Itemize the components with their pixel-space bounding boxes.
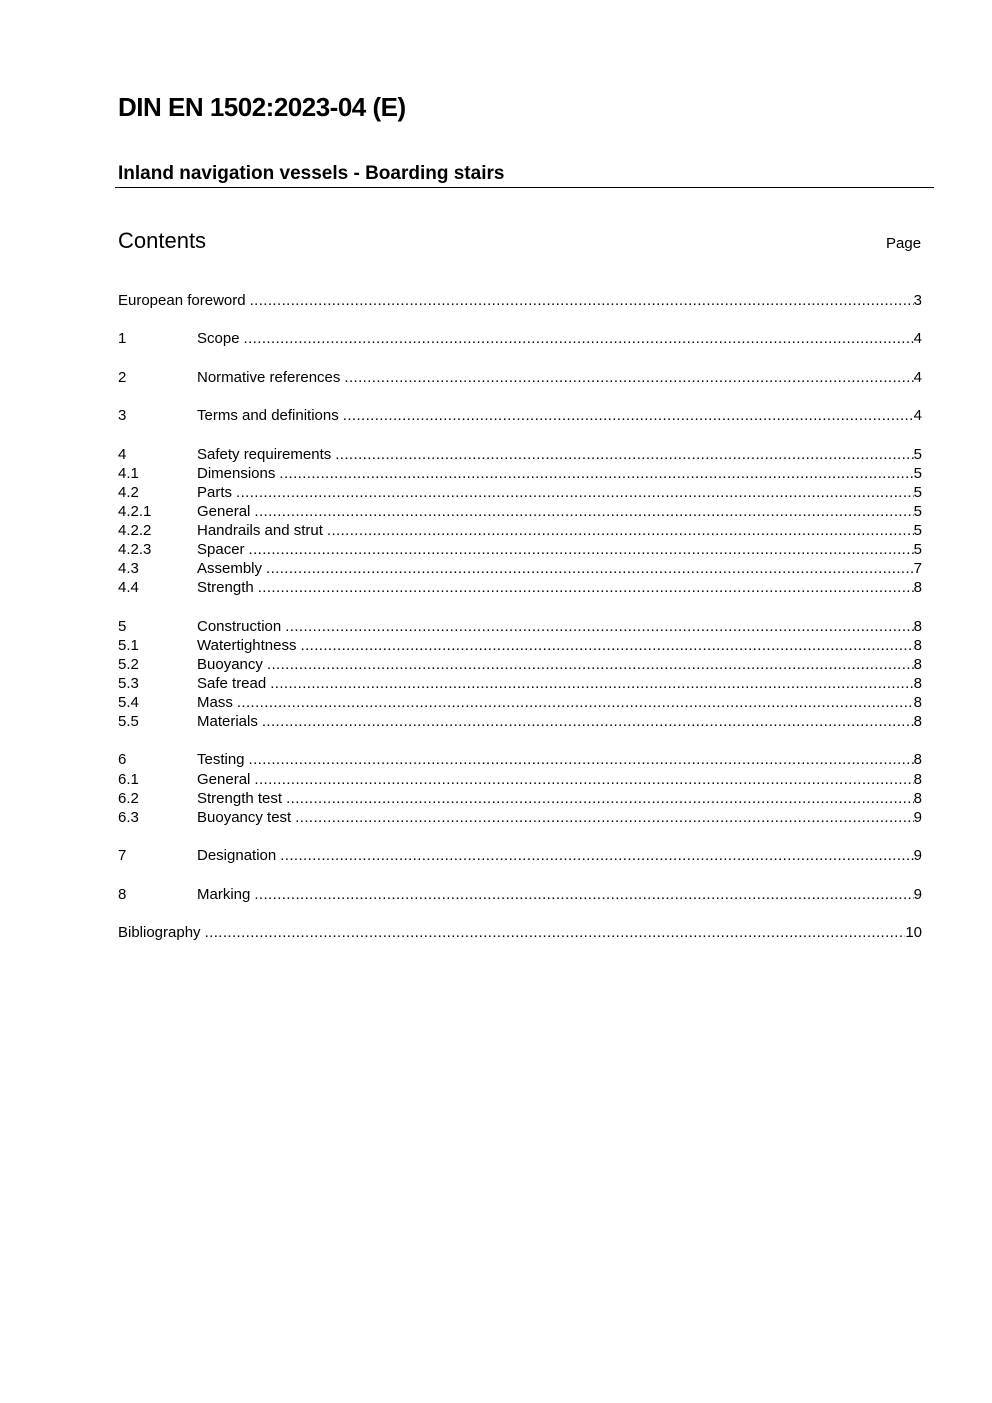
toc-entry-page: 8: [913, 674, 922, 692]
toc-entry-title: European foreword: [118, 292, 246, 309]
toc-entry-number: 4.2: [118, 483, 139, 501]
toc-entry-page: 5: [913, 521, 922, 539]
toc-entry-number: 6.3: [118, 808, 139, 826]
toc-entry-page: 5: [913, 445, 922, 463]
toc-leader-dots: [249, 540, 914, 559]
toc-entry-page: 8: [913, 655, 922, 673]
toc-entry[interactable]: [118, 923, 922, 942]
toc-entry-number: 2: [118, 368, 127, 386]
toc-leader-dots: [254, 502, 913, 521]
toc-leader-dots: [244, 329, 914, 348]
toc-entry[interactable]: [118, 712, 922, 731]
contents-heading: Contents: [118, 228, 207, 253]
toc-entry-title: Spacer: [197, 541, 245, 559]
toc-leader-dots: [279, 464, 913, 483]
title-rule: [115, 187, 934, 188]
toc-entry[interactable]: [118, 291, 922, 310]
toc-entry[interactable]: [118, 636, 922, 655]
toc-entry[interactable]: [118, 655, 922, 674]
toc-leader-dots: [266, 559, 914, 578]
toc-entry-number: 5.1: [118, 636, 139, 654]
toc-entry-title: Terms and definitions: [197, 407, 339, 425]
toc-entry-page: 9: [913, 847, 922, 865]
toc-entry-number: 4.2.1: [118, 502, 152, 520]
toc-entry-page: 5: [913, 541, 922, 559]
toc-entry-number: 4: [118, 445, 127, 463]
toc-entry[interactable]: [118, 559, 922, 578]
toc-entry-title: Buoyancy: [197, 655, 263, 673]
toc-leader-dots: [237, 693, 914, 712]
toc-entry-page: 8: [913, 713, 922, 731]
toc-entry-page: 8: [913, 693, 922, 711]
toc-entry-page: 5: [913, 502, 922, 520]
toc-entry-title: Watertightness: [197, 636, 297, 654]
toc-leader-dots: [236, 483, 914, 502]
toc-entry-page: 9: [913, 808, 922, 826]
document-id: DIN EN 1502:2023-04 (E): [118, 92, 406, 122]
toc-entry[interactable]: [118, 368, 922, 387]
toc-leader-dots: [258, 578, 914, 597]
toc-leader-dots: [335, 445, 913, 464]
toc-entry-page: 10: [905, 923, 922, 941]
toc-leader-dots: [327, 521, 914, 540]
toc-leader-dots: [249, 750, 914, 769]
document-title: Inland navigation vessels - Boarding stairs: [118, 163, 505, 184]
toc-entry[interactable]: [118, 693, 922, 712]
toc-entry[interactable]: [118, 789, 922, 808]
toc-entry[interactable]: [118, 750, 922, 769]
toc-entry[interactable]: [118, 770, 922, 789]
toc-entry-page: 8: [913, 751, 922, 769]
toc-entry-title: Dimensions: [197, 464, 276, 482]
toc-leader-dots: [295, 808, 913, 827]
toc-entry-title: Strength test: [197, 789, 283, 807]
toc-entry-number: 7: [118, 847, 127, 865]
toc-entry[interactable]: [118, 674, 922, 693]
toc-entry-number: 5.2: [118, 655, 139, 673]
toc-entry-title: Scope: [197, 330, 240, 348]
toc-entry-number: 4.2.3: [118, 541, 152, 559]
toc-entry-number: 5.4: [118, 693, 139, 711]
toc-entry-number: 3: [118, 407, 127, 425]
toc-leader-dots: [270, 674, 913, 693]
toc-entry-number: 5: [118, 617, 127, 635]
toc-entry-title: General: [197, 502, 251, 520]
toc-entry-title: Mass: [197, 693, 233, 711]
toc-entry-number: 5.3: [118, 674, 139, 692]
toc-entry[interactable]: [118, 521, 922, 540]
toc-entry[interactable]: [118, 502, 922, 521]
toc-entry-page: 4: [913, 407, 922, 425]
toc-entry-number: 6.1: [118, 770, 139, 788]
toc-entry-number: 8: [118, 885, 127, 903]
toc-entry-page: 8: [913, 617, 922, 635]
toc-entry-title: Assembly: [197, 560, 263, 578]
toc-entry[interactable]: [118, 578, 922, 597]
toc-entry-page: 8: [913, 636, 922, 654]
toc-entry-page: 5: [913, 464, 922, 482]
toc-leader-dots: [262, 712, 914, 731]
toc-entry-page: 4: [913, 330, 922, 348]
toc-entry-title: Strength: [197, 579, 254, 597]
toc-entry-title: Construction: [197, 617, 282, 635]
toc-entry-title: Safety requirements: [197, 445, 332, 463]
toc-entry-title: Materials: [197, 713, 258, 731]
toc-entry[interactable]: [118, 808, 922, 827]
toc-entry[interactable]: [118, 406, 922, 425]
toc-entry-title: Designation: [197, 847, 277, 865]
toc-entry-page: 8: [913, 770, 922, 788]
toc-entry[interactable]: [118, 464, 922, 483]
toc-leader-dots: [254, 885, 913, 904]
toc-entry-number: 4.3: [118, 560, 139, 578]
toc-entry-title: Safe tread: [197, 674, 267, 692]
toc-leader-dots: [205, 923, 906, 942]
toc-entry[interactable]: [118, 885, 922, 904]
toc-entry[interactable]: [118, 445, 922, 464]
toc-entry-page: 3: [913, 292, 922, 309]
table-of-contents: [118, 291, 922, 942]
toc-entry-title: Normative references: [197, 368, 341, 386]
page-column-heading: Page: [886, 235, 922, 252]
toc-leader-dots: [286, 789, 914, 808]
toc-entry-number: 1: [118, 330, 127, 348]
toc-entry-page: 9: [913, 885, 922, 903]
toc-entry-number: 4.1: [118, 464, 139, 482]
toc-leader-dots: [254, 770, 913, 789]
toc-entry[interactable]: [118, 617, 922, 636]
toc-entry-page: 7: [913, 560, 922, 578]
toc-entry-title: Parts: [197, 483, 233, 501]
toc-leader-dots: [285, 617, 913, 636]
toc-entry-page: 5: [913, 483, 922, 501]
toc-entry-number: 6: [118, 751, 127, 769]
toc-entry-title: Testing: [197, 751, 245, 769]
toc-entry-number: 4.2.2: [118, 521, 152, 539]
toc-entry-title: Marking: [197, 885, 251, 903]
toc-entry[interactable]: [118, 540, 922, 559]
toc-entry-number: 5.5: [118, 713, 139, 731]
toc-leader-dots: [250, 291, 914, 310]
toc-entry-page: 8: [913, 579, 922, 597]
toc-entry-title: Bibliography: [118, 923, 201, 941]
toc-entry-title: General: [197, 770, 251, 788]
toc-leader-dots: [280, 846, 913, 865]
toc-entry[interactable]: [118, 483, 922, 502]
toc-leader-dots: [267, 655, 914, 674]
toc-leader-dots: [343, 406, 914, 425]
toc-entry-page: 4: [913, 368, 922, 386]
toc-leader-dots: [301, 636, 914, 655]
toc-entry-title: Handrails and strut: [197, 521, 323, 539]
toc-entry[interactable]: [118, 329, 922, 348]
toc-leader-dots: [344, 368, 913, 387]
toc-entry[interactable]: [118, 846, 922, 865]
toc-entry-number: 6.2: [118, 789, 139, 807]
toc-entry-title: Buoyancy test: [197, 808, 292, 826]
toc-entry-page: 8: [913, 789, 922, 807]
toc-entry-number: 4.4: [118, 579, 139, 597]
